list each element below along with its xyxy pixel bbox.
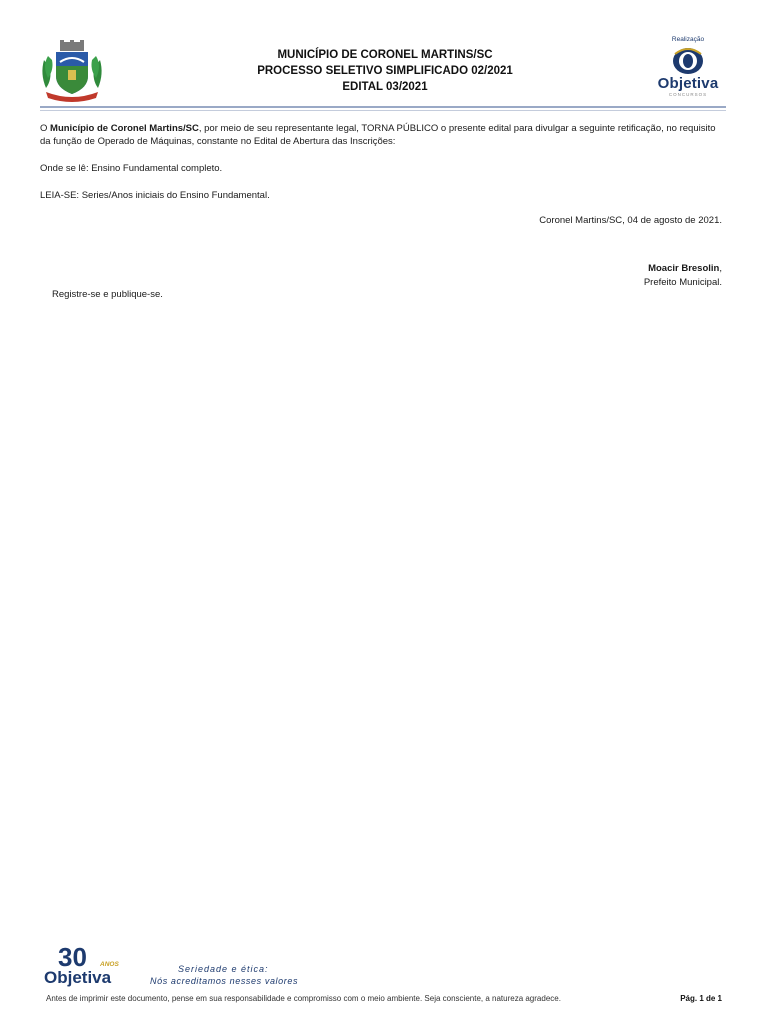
title-line-edital: EDITAL 03/2021 [342,81,428,93]
paragraph-body: , por meio de seu representante legal, TORNA PÚBLICO o presente edital para divulgar a seguinte retificação, no requisito da função de Operado de Máquinas, constante no Edital de Abertura das Inscrições: [40,123,716,147]
objetiva-ring-icon [671,46,705,76]
signatory-role: Prefeito Municipal. [643,277,722,288]
municipality-name: Município de Coronel Martins/SC [50,123,199,134]
municipal-crest-icon [38,40,106,102]
objetiva-logo [648,34,728,98]
org-logo-sub: CONCURSOS [668,92,708,97]
corrected-text-line: LEIA-SE: Series/Anos iniciais do Ensino Fundamental. [40,190,270,201]
original-text-line: Onde se lê: Ensino Fundamental completo. [40,163,223,174]
title-line-municipality: MUNICÍPIO DE CORONEL MARTINS/SC [277,49,493,61]
title-line-process: PROCESSO SELETIVO SIMPLIFICADO 02/2021 [257,65,513,77]
footer-objetiva-30-logo [44,944,144,988]
footer-environment-note: Antes de imprimir este documento, pense em sua responsabilidade e compromisso com o meio ambiente. Seja consciente, a natureza agradece. [46,994,561,1003]
place-date: Coronel Martins/SC, 04 de agosto de 2021. [539,215,722,226]
footer-logo-number: 30 [58,942,87,972]
signatory-name-text: Moacir Bresolin [648,263,720,274]
org-logo-caption: Realização [671,36,705,43]
footer-slogan-line1: Seriedade e ética: [178,964,269,974]
paragraph-prefix: O [40,123,51,134]
footer-logo-anos: ANOS [100,961,119,968]
footer-logo-brand: Objetiva [44,968,112,987]
announcement-paragraph [40,122,728,148]
header-divider-thin [40,110,726,111]
org-logo-name: Objetiva [657,75,719,92]
document-title [170,47,600,95]
signatory-name [648,263,722,274]
register-publish-note: Registre-se e publique-se. [52,289,163,300]
footer-slogan-line2: Nós acreditamos nesses valores [150,976,299,986]
header-divider [40,106,726,108]
page-number: Pág. 1 de 1 [680,994,722,1003]
signatory-comma: , [719,263,722,274]
